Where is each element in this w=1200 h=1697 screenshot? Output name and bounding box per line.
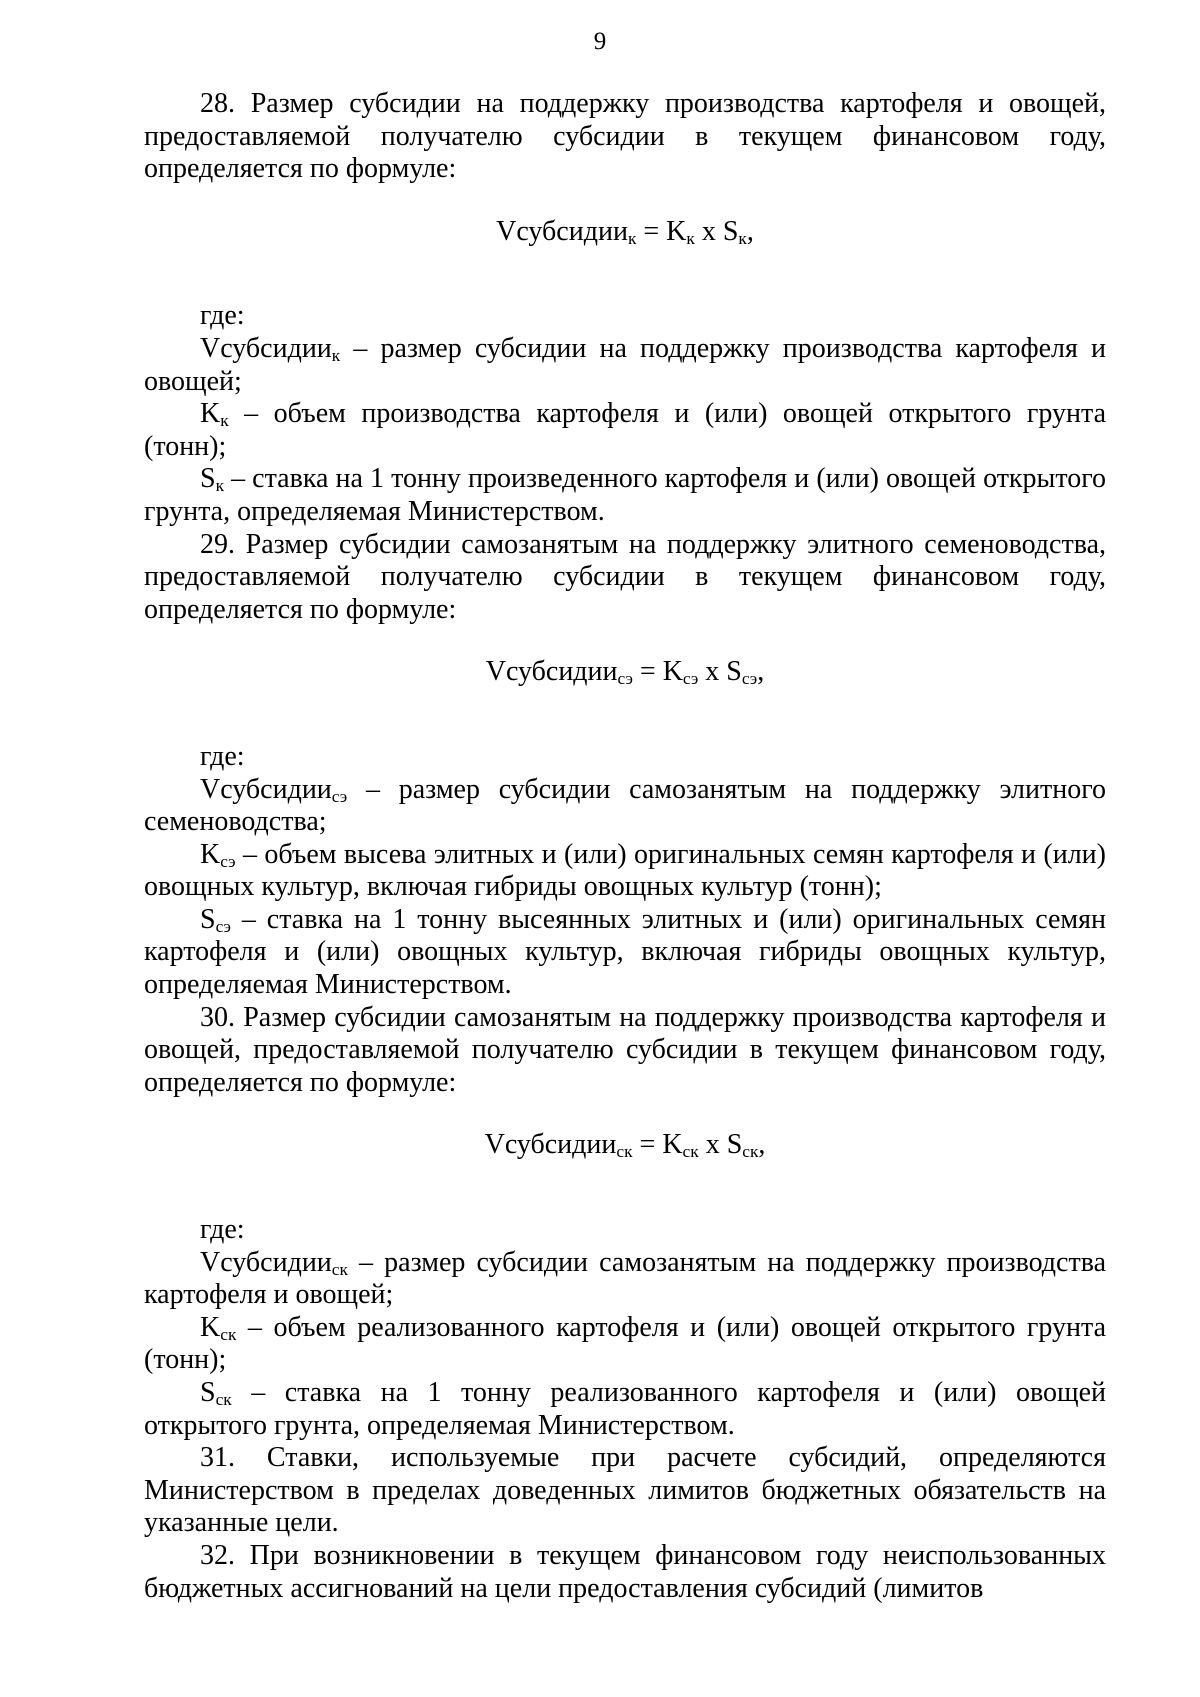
paragraph-30: 30. Размер субсидии самозанятым на поддержку производства картофеля и овощей, предоставляемой получателю субсидии в текущем финансовом году, определяется по формуле: — [144, 1001, 1106, 1098]
definition-v-30: Vсубсидии$_{ск}$ – размер субсидии самозанятым на поддержку производства картофеля и овощей; — [144, 1246, 1106, 1311]
formula-28: Vсубсидии$_к$ = $K_к$ x $S_к$, — [496, 215, 754, 248]
paragraph-31: 31. Ставки, используемые при расчете субсидий, определяются Министерством в пределах доведенных лимитов бюджетных обязательств на указанные цели. — [144, 1442, 1106, 1539]
definition-s-28: $S_к$ – ставка на 1 тонну произведенного картофеля и (или) овощей открытого грунта, определяемая Министерством. — [144, 463, 1106, 527]
formula-30: Vсубсидии$_{ск}$ = $K_{ск}$ x $S_{ск}$, — [484, 1129, 766, 1162]
page-number: 9 — [593, 28, 607, 55]
where-label: где: — [200, 300, 245, 332]
definition-k-28: $K_к$ – объем производства картофеля и (или) овощей открытого грунта (тонн); — [144, 398, 1106, 462]
definition-s-30: $S_{ск}$ – ставка на 1 тонну реализованного картофеля и (или) овощей открытого грунта, определяемая Министерством. — [144, 1377, 1106, 1441]
definition-v-28: Vсубсидии$_к$ – размер субсидии на поддержку производства картофеля и овощей; — [144, 332, 1106, 397]
definition-s-29: $S_{сэ}$ – ставка на 1 тонну высеянных элитных и (или) оригинальных семян картофеля и (или) овощных культур, включая гибриды овощных культур, определяемая Министерством. — [144, 903, 1106, 1001]
definition-v-29: Vсубсидии$_{сэ}$ – размер субсидии самозанятым на поддержку элитного семеноводства; — [144, 773, 1106, 838]
paragraph-32: 32. При возникновении в текущем финансовом году неиспользованных бюджетных ассигнований на цели предоставления субсидий (лимитов — [144, 1539, 1106, 1604]
paragraph-29: 29. Размер субсидии самозанятым на поддержку элитного семеноводства, предоставляемой получателю субсидии в текущем финансовом году, определяется по формуле: — [144, 528, 1106, 625]
where-label: где: — [200, 1214, 245, 1246]
definition-k-30: $K_{ск}$ – объем реализованного картофеля и (или) овощей открытого грунта (тонн); — [144, 1311, 1106, 1376]
definition-k-29: $K_{сэ}$ – объем высева элитных и (или) оригинальных семян картофеля и (или) овощных культур, включая гибриды овощных культур (тонн); — [144, 838, 1106, 903]
paragraph-28: 28. Размер субсидии на поддержку производства картофеля и овощей, предоставляемой получателю субсидии в текущем финансовом году, определяется по формуле: — [144, 88, 1106, 185]
page-body — [144, 88, 1106, 1605]
where-label: где: — [200, 740, 245, 772]
formula-29: Vсубсидии$_{сэ}$ = $K_{сэ}$ x $S_{сэ}$, — [485, 656, 765, 689]
